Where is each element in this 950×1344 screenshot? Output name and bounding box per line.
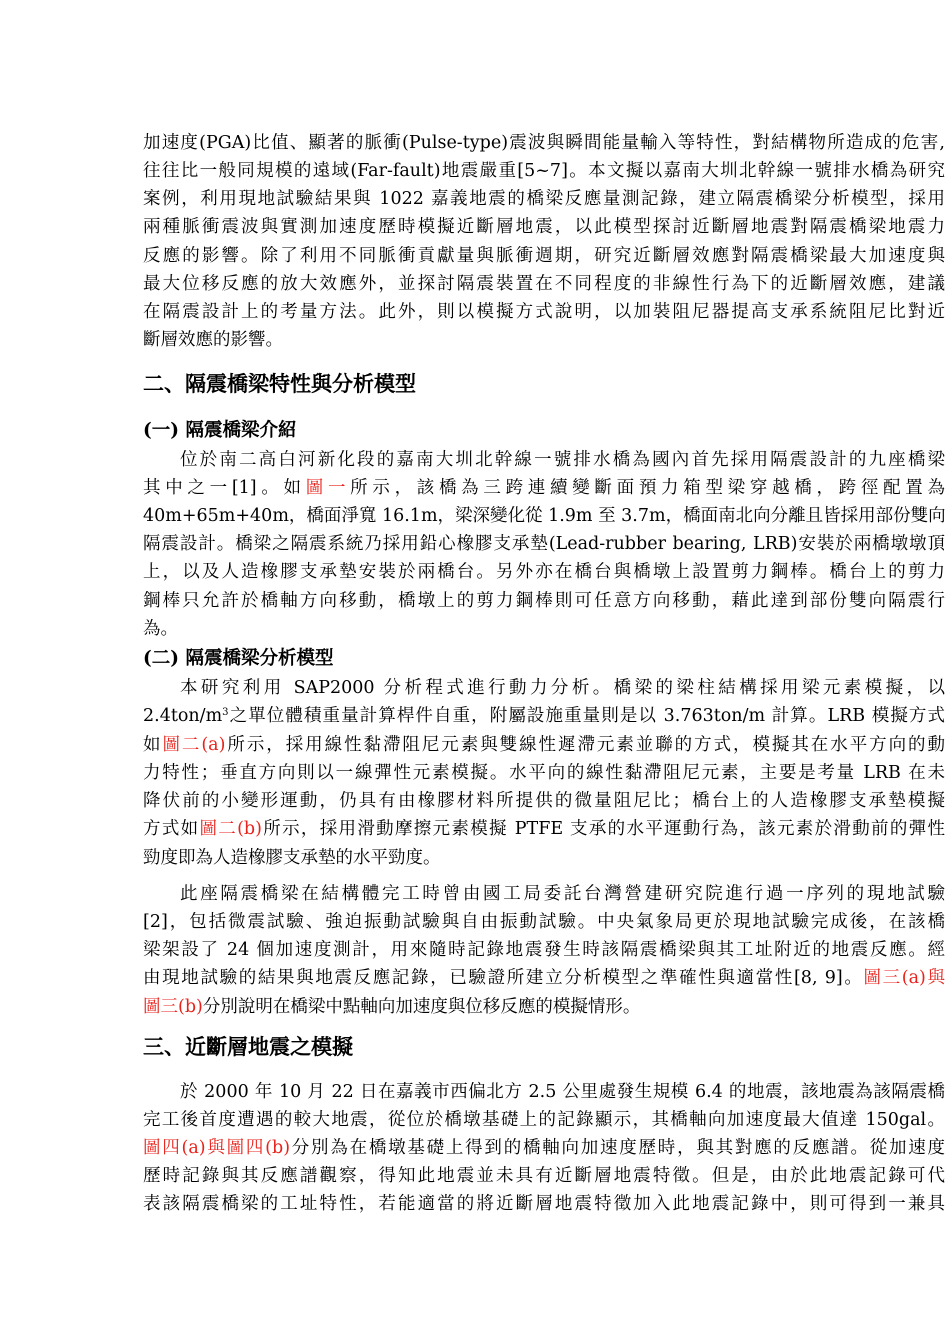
text-line	[143, 476, 945, 500]
text-segment: 所示，採用線性黏滯阻尼元素與雙線性遲滯元素並聯的方式，模擬其在水平方向的動	[225, 735, 945, 755]
text-segment: 其中之一[1]。如	[143, 478, 306, 498]
text-segment: 所示，採用滑動摩擦元素模擬 PTFE 支承的水平運動行為，該元素於滑動前的彈性	[261, 819, 946, 839]
text-line: 表該隔震橋梁的工址特性，若能適當的將近斷層地震特徵加入此地震記錄中，則可得到一兼具	[143, 1194, 945, 1214]
text-line: 力特性；垂直方向則以一線彈性元素模擬。水平向的線性黏滯阻尼元素，主要是考量 LRB 在未	[143, 763, 945, 783]
text-line: 此座隔震橋梁在結構體完工時曾由國工局委託台灣營建研究院進行過一序列的現地試驗	[180, 884, 945, 904]
text-line: 在隔震設計上的考量方法。此外，則以模擬方式說明，以加裝阻尼器提高支承系統阻尼比對近	[143, 302, 945, 322]
text-line	[143, 817, 945, 841]
text-line	[143, 995, 945, 1019]
text-line	[143, 704, 945, 728]
text-line: 於 2000 年 10 月 22 日在嘉義市西偏北方 2.5 公里處發生規模 6.4 的地震，該地震為該隔震橋	[180, 1082, 945, 1102]
section-heading: 二、隔震橋梁特性與分析模型	[143, 371, 416, 396]
text-line: 本研究利用 SAP2000 分析程式進行動力分析。橋梁的梁柱結構採用梁元素模擬，以	[180, 678, 945, 698]
text-line: 降伏前的小變形運動，仍具有由橡膠材料所提供的微量阻尼比；橋台上的人造橡膠支承墊模擬	[143, 791, 945, 811]
figure-reference-link[interactable]: 圖二(b)	[199, 819, 262, 839]
figure-reference-link[interactable]: 圖三(b)	[143, 997, 203, 1017]
text-line: 位於南二高白河新化段的嘉南大圳北幹線一號排水橋為國內首先採用隔震設計的九座橋梁	[180, 450, 945, 470]
text-segment: 分別說明在橋梁中點軸向加速度與位移反應的模擬情形。	[202, 997, 641, 1017]
text-segment: 如	[143, 735, 163, 755]
text-line: 斷層效應的影響。	[143, 330, 283, 350]
text-line: 案例，利用現地試驗結果與 1022 嘉義地震的橋梁反應量測記錄，建立隔震橋梁分析模型，採用	[143, 189, 945, 209]
text-line: 兩種脈衝震波與實測加速度歷時模擬近斷層地震，以此模型探討近斷層地震對隔震橋梁地震力	[143, 217, 945, 237]
text-line: 完工後首度遭遇的較大地震，從位於橋墩基礎上的記錄顯示，其橋軸向加速度最大值達 150gal。	[143, 1110, 945, 1130]
text-segment: 之單位體積重量計算桿件自重，附屬設施重量則是以 3.763ton/m 計算。LRB 模擬方式	[228, 706, 945, 726]
text-segment: 所示，該橋為三跨連續變斷面預力箱型梁穿越橋，跨徑配置為	[350, 478, 946, 498]
subsection-heading: (二) 隔震橋梁分析模型	[143, 648, 334, 669]
text-line: 勁度即為人造橡膠支承墊的水平勁度。	[143, 848, 441, 868]
text-line: 加速度(PGA)比值、顯著的脈衝(Pulse-type)震波與瞬間能量輸入等特性，對結構物所造成的危害,	[143, 133, 945, 153]
text-line	[143, 1136, 945, 1160]
text-line: 往往比一般同規模的遠域(Far-fault)地震嚴重[5~7]。本文擬以嘉南大圳北幹線一號排水橋為研究	[143, 161, 945, 181]
text-line: 梁架設了 24 個加速度測計，用來隨時記錄地震發生時該隔震橋梁與其工址附近的地震反應。經	[143, 940, 945, 960]
section-heading: 三、近斷層地震之模擬	[143, 1034, 353, 1059]
figure-reference-link[interactable]: 圖二(a)	[162, 735, 226, 755]
subsection-heading: (一) 隔震橋梁介紹	[143, 420, 297, 441]
text-line: 最大位移反應的放大效應外，並探討隔震裝置在不同程度的非線性行為下的近斷層效應，建議	[143, 274, 945, 294]
text-line: [2]，包括微震試驗、強迫振動試驗與自由振動試驗。中央氣象局更於現地試驗完成後，在該橋	[143, 912, 945, 932]
text-line	[143, 733, 945, 757]
text-line: 歷時記錄與其反應譜觀察，得知此地震並未具有近斷層地震特徵。但是，由於此地震記錄可代	[143, 1166, 945, 1186]
text-line: 鋼棒只允許於橋軸方向移動，橋墩上的剪力鋼棒則可任意方向移動，藉此達到部份雙向隔震行	[143, 591, 945, 611]
text-line: 上，以及人造橡膠支承墊安裝於兩橋台。另外亦在橋台與橋墩上設置剪力鋼棒。橋台上的剪力	[143, 562, 945, 582]
figure-reference-link[interactable]: 圖四(a)與圖四(b)	[143, 1138, 291, 1158]
text-line	[143, 966, 945, 990]
text-segment: 方式如	[143, 819, 200, 839]
text-segment: 分別為在橋墩基礎上得到的橋軸向加速度歷時，與其對應的反應譜。從加速度	[290, 1138, 945, 1158]
text-line: 為。	[143, 619, 178, 639]
text-segment: 2.4ton/m	[143, 706, 223, 726]
figure-reference-link[interactable]: 圖三(a)與	[863, 968, 945, 988]
text-line: 反應的影響。除了利用不同脈衝貢獻量與脈衝週期，研究近斷層效應對隔震橋梁最大加速度與	[143, 246, 945, 266]
figure-reference-link[interactable]: 圖一	[305, 478, 351, 498]
text-segment: 由現地試驗的結果與地震反應記錄，已驗證所建立分析模型之準確性與適當性[8, 9]。	[143, 968, 864, 988]
text-line: 40m+65m+40m，橋面淨寬 16.1m，梁深變化從 1.9m 至 3.7m，橋面南北向分離且皆採用部份雙向	[143, 506, 946, 526]
text-line: 隔震設計。橋梁之隔震系統乃採用鉛心橡膠支承墊(Lead-rubber bearing, LRB)安裝於兩橋墩墩頂	[143, 534, 945, 554]
superscript: 3	[222, 707, 229, 718]
